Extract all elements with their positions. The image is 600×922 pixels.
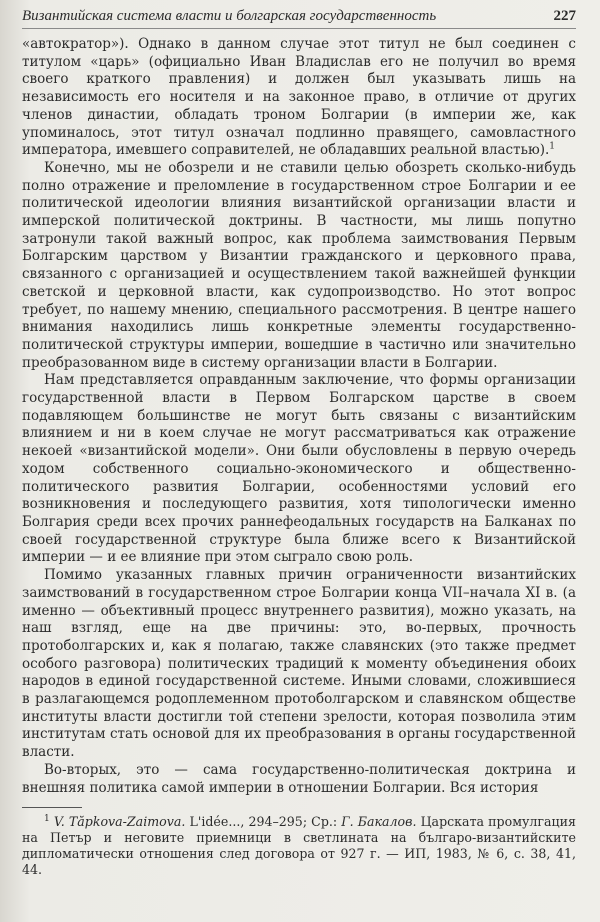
running-head-title: Византийская система власти и болгарская государственность xyxy=(22,8,437,24)
page-number: 227 xyxy=(553,8,576,24)
footnote-reference[interactable]: 1 xyxy=(549,141,555,152)
footnote xyxy=(22,814,576,878)
paragraph: Нам представляется оправданным заключение, что формы организации государственной власти в Первом Болгарском царстве в своем подавляющем большинстве не могут быть связаны с византийским влиянием и ни в коем случае не могут рассматриваться как отражение некоей «византийской модели». Они были обусловлены в первую очередь ходом собственного социально-экономического и общественно-политического развития Болгарии, особенностями условий его возникновения и последующего развития, хотя типологически именно Болгария среди всех прочих раннефеодальных государств на Балканах по своей государственной структуре была ближе всего к Византийской империи — и ее влияние при этом сыграло свою роль. xyxy=(22,372,576,566)
body-text xyxy=(22,36,576,797)
paragraph: «автократор»). Однако в данном случае этот титул не был соединен с титулом «царь» (официально Иван Владислав его не получил во время своего краткого правления) и должен был указывать лишь на независимость его носителя и на законное право, в отличие от других членов династии, обладать троном Болгарии (в империи же, как упоминалось, этот титул означал подлинно правящего, самовластного императора, имевшего соправителей, не обладавших реальной властью).$^1$ xyxy=(22,36,576,159)
footnote-author: Г. Бакалов. xyxy=(341,814,417,830)
footnote-author: V. Tăpkova-Zaimova. xyxy=(53,814,186,830)
footnote-divider xyxy=(22,807,82,808)
footnote-text: $^1$ V. Tăpkova-Zaimova. L'idée..., 294–295; Ср.: Г. Бакалов. Царската промулгация на Петър и неговите приемници в светлината на българо-византийските дипломатически отношения след договора от 927 г. — ИП, 1983, № 6, с. 38, 41, 44. xyxy=(22,814,576,878)
running-head xyxy=(22,8,576,29)
paragraph: Конечно, мы не обозрели и не ставили целью обозреть сколько-нибудь полно отражение и преломление в государственном строе Болгарии и ее политической идеологии влияния византийской организации власти и имперской политической доктрины. В частности, мы лишь попутно затронули такой важный вопрос, как проблема заимствования Первым Болгарским царством у Византии гражданского и церковного права, связанного с организацией и осуществлением такой важнейшей функции светской и церковной власти, как судопроизводство. Но этот вопрос требует, по нашему мнению, специального рассмотрения. В центре нашего внимания находились лишь конкретные элементы государственно-политической структуры империи, вошедшие в частично или значительно преобразованном виде в систему организации власти в Болгарии. xyxy=(22,159,576,371)
paragraph: Помимо указанных главных причин ограниченности византийских заимствований в государственном строе Болгарии конца VII–начала XI в. (а именно — объективный процесс внутреннего развития), можно указать, на наш взгляд, еще на две причины: это, во-первых, прочность протоболгарских и, как я полагаю, также славянских (это также предмет особого разговора) политических традиций к моменту объединения обоих народов в единой государственной системе. Иными словами, сложившиеся в разлагающемся родоплеменном протоболгарском и славянском обществе институты власти достигли той степени зрелости, которая позволила этим институтам стать основой для их преобразования в органы государственной власти. xyxy=(22,567,576,761)
footnote-marker: 1 xyxy=(44,814,50,825)
paragraph: Во-вторых, это — сама государственно-политическая доктрина и внешняя политика самой империи в отношении Болгарии. Вся история xyxy=(22,761,576,796)
